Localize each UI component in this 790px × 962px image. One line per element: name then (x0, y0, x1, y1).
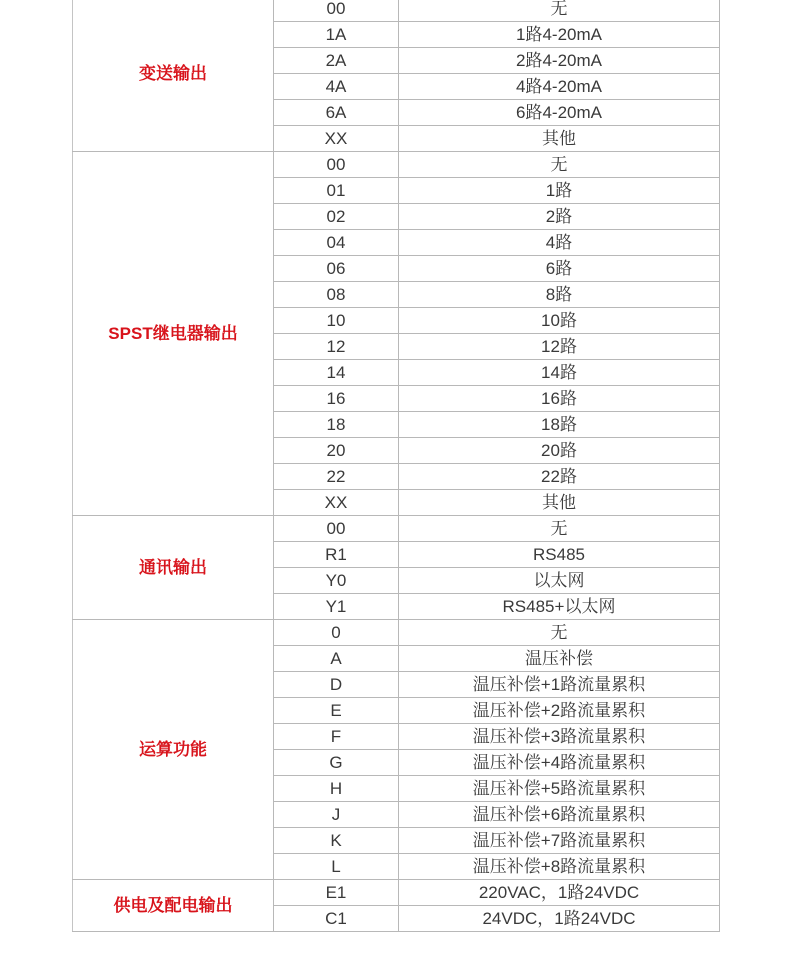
option-description: 6路 (399, 256, 720, 282)
option-code: 18 (274, 412, 399, 438)
option-code: 00 (274, 152, 399, 178)
option-code: 06 (274, 256, 399, 282)
spec-table-body (73, 0, 720, 932)
option-description: 18路 (399, 412, 720, 438)
table-row (73, 880, 720, 906)
option-description: 其他 (399, 126, 720, 152)
option-description: 温压补偿+2路流量累积 (399, 698, 720, 724)
option-code: 14 (274, 360, 399, 386)
option-description: 温压补偿+1路流量累积 (399, 672, 720, 698)
option-description: 温压补偿+8路流量累积 (399, 854, 720, 880)
option-code: 0 (274, 620, 399, 646)
option-description: 其他 (399, 490, 720, 516)
option-description: 温压补偿+4路流量累积 (399, 750, 720, 776)
option-code: 00 (274, 0, 399, 22)
option-description: RS485+以太网 (399, 594, 720, 620)
option-code: 02 (274, 204, 399, 230)
table-row (73, 152, 720, 178)
option-description: 温压补偿+5路流量累积 (399, 776, 720, 802)
option-description: 2路 (399, 204, 720, 230)
category-label: SPST继电器输出 (73, 152, 274, 516)
option-description: 无 (399, 0, 720, 22)
category-label: 供电及配电输出 (73, 880, 274, 932)
option-code: 16 (274, 386, 399, 412)
category-label: 运算功能 (73, 620, 274, 880)
option-code: 20 (274, 438, 399, 464)
option-code: 04 (274, 230, 399, 256)
option-description: 4路 (399, 230, 720, 256)
option-description: 温压补偿 (399, 646, 720, 672)
option-description: 12路 (399, 334, 720, 360)
option-code: Y1 (274, 594, 399, 620)
option-code: F (274, 724, 399, 750)
option-code: H (274, 776, 399, 802)
option-description: 无 (399, 152, 720, 178)
option-description: 20路 (399, 438, 720, 464)
option-code: C1 (274, 906, 399, 932)
option-code: 10 (274, 308, 399, 334)
option-code: XX (274, 490, 399, 516)
option-description: 2路4-20mA (399, 48, 720, 74)
option-description: 6路4-20mA (399, 100, 720, 126)
spec-table (72, 0, 720, 932)
table-row (73, 0, 720, 22)
option-code: 01 (274, 178, 399, 204)
option-code: 4A (274, 74, 399, 100)
option-code: 12 (274, 334, 399, 360)
option-code: 2A (274, 48, 399, 74)
option-code: G (274, 750, 399, 776)
option-code: J (274, 802, 399, 828)
option-description: 无 (399, 516, 720, 542)
option-description: 温压补偿+3路流量累积 (399, 724, 720, 750)
option-description: 无 (399, 620, 720, 646)
category-label: 变送输出 (73, 0, 274, 152)
option-description: RS485 (399, 542, 720, 568)
option-description: 22路 (399, 464, 720, 490)
option-description: 1路 (399, 178, 720, 204)
option-description: 10路 (399, 308, 720, 334)
option-code: 22 (274, 464, 399, 490)
option-description: 24VDC，1路24VDC (399, 906, 720, 932)
table-row (73, 516, 720, 542)
option-code: 00 (274, 516, 399, 542)
option-description: 14路 (399, 360, 720, 386)
table-row (73, 620, 720, 646)
option-code: 6A (274, 100, 399, 126)
option-code: 1A (274, 22, 399, 48)
option-description: 8路 (399, 282, 720, 308)
option-description: 温压补偿+6路流量累积 (399, 802, 720, 828)
option-code: K (274, 828, 399, 854)
option-code: R1 (274, 542, 399, 568)
option-description: 4路4-20mA (399, 74, 720, 100)
option-code: D (274, 672, 399, 698)
option-code: 08 (274, 282, 399, 308)
option-code: XX (274, 126, 399, 152)
option-description: 16路 (399, 386, 720, 412)
option-description: 温压补偿+7路流量累积 (399, 828, 720, 854)
option-code: E1 (274, 880, 399, 906)
option-description: 220VAC，1路24VDC (399, 880, 720, 906)
option-code: Y0 (274, 568, 399, 594)
option-code: E (274, 698, 399, 724)
option-code: L (274, 854, 399, 880)
option-code: A (274, 646, 399, 672)
category-label: 通讯输出 (73, 516, 274, 620)
option-description: 以太网 (399, 568, 720, 594)
option-description: 1路4-20mA (399, 22, 720, 48)
